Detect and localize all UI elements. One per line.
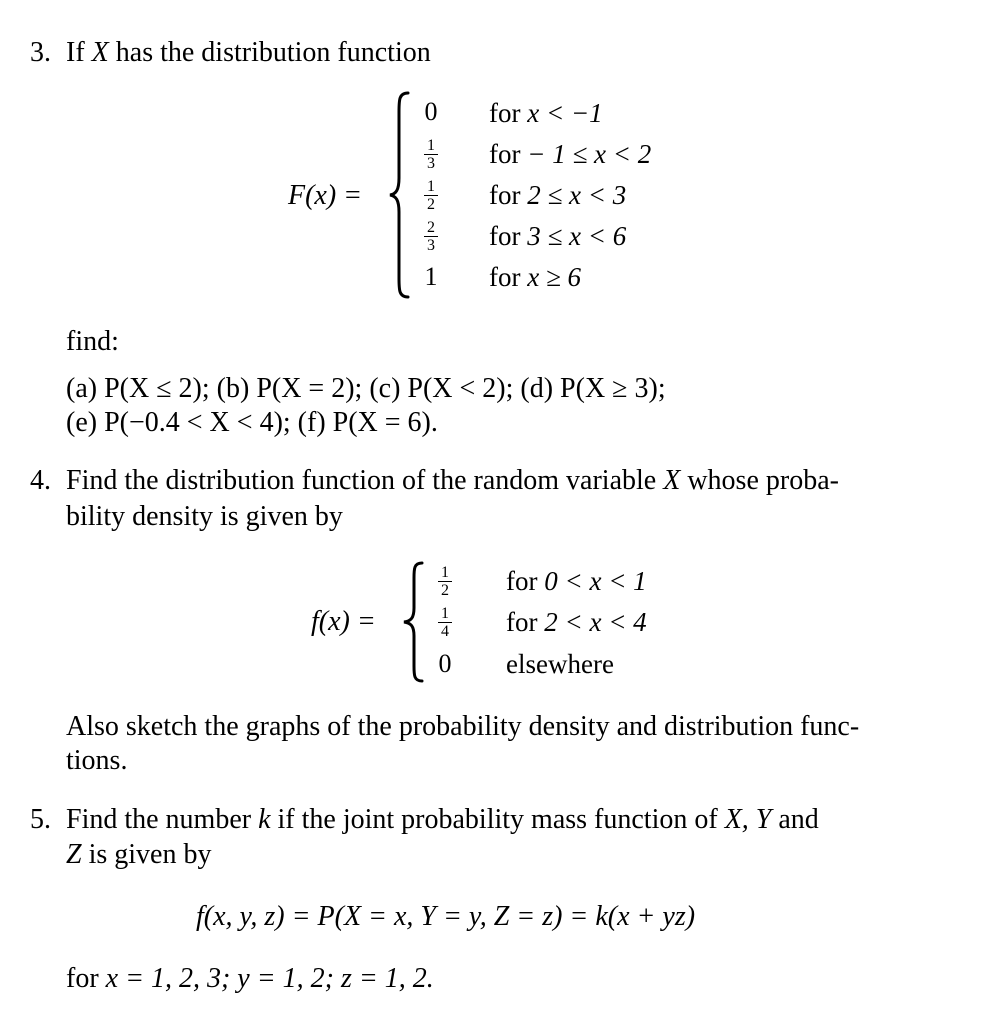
case-condition: for 0 < x < 1: [506, 566, 647, 596]
parts-line-2: (e) P(−0.4 < X < 4); (f) P(X = 6).: [66, 407, 438, 438]
case-condition: for x ≥ 6: [489, 262, 582, 292]
problem-4-line-1: Find the distribution function of the random variable X whose proba-: [66, 465, 839, 496]
problem-5-domain: for x = 1, 2, 3; y = 1, 2; z = 1, 2.: [66, 963, 434, 994]
left-brace-icon: [402, 560, 424, 684]
case-fraction: 1 3: [411, 137, 451, 172]
sketch-instruction-line-1: Also sketch the graphs of the probability density and distribution func-: [66, 711, 860, 742]
case-fraction: 2 3: [411, 219, 451, 254]
problem-5-line-2: Z is given by: [66, 839, 212, 870]
problem-5-number: 5.: [30, 804, 51, 835]
joint-pmf-equation: f(x, y, z) = P(X = x, Y = y, Z = z) = k(x + yz): [196, 901, 696, 932]
problem-3-number: 3.: [30, 37, 51, 68]
case-condition: elsewhere: [506, 649, 614, 679]
problem-5-line-1: Find the number k if the joint probability mass function of X, Y and: [66, 804, 819, 835]
density-function-lhs: f(x) =: [311, 606, 376, 637]
case-value: 1: [424, 262, 438, 291]
case-fraction: 1 2: [425, 564, 465, 599]
case-fraction: 1 2: [411, 178, 451, 213]
problem-4-line-2: bility density is given by: [66, 501, 343, 532]
case-condition: for 3 ≤ x < 6: [489, 221, 627, 251]
problem-3-intro-pre: If: [66, 37, 92, 68]
case-condition: for − 1 ≤ x < 2: [489, 139, 652, 169]
problem-3-intro-var: X: [91, 37, 109, 68]
problem-3-intro-post: has the distribution function: [108, 37, 431, 68]
case-value: 0: [424, 97, 438, 126]
case-value: 0: [438, 649, 452, 678]
sketch-instruction-line-2: tions.: [66, 745, 128, 776]
parts-line-1: (a) P(X ≤ 2); (b) P(X = 2); (c) P(X < 2); (d) P(X ≥ 3);: [66, 373, 666, 404]
problem-3-intro: [66, 36, 431, 70]
case-fraction: 1 4: [425, 605, 465, 640]
find-label: find:: [66, 326, 119, 357]
case-condition: for 2 ≤ x < 3: [489, 180, 627, 210]
problem-4-number: 4.: [30, 465, 51, 496]
case-condition: for x < −1: [489, 98, 603, 128]
case-condition: for 2 < x < 4: [506, 607, 647, 637]
distribution-function-lhs: F(x) =: [288, 180, 363, 211]
left-brace-icon: [388, 90, 410, 300]
